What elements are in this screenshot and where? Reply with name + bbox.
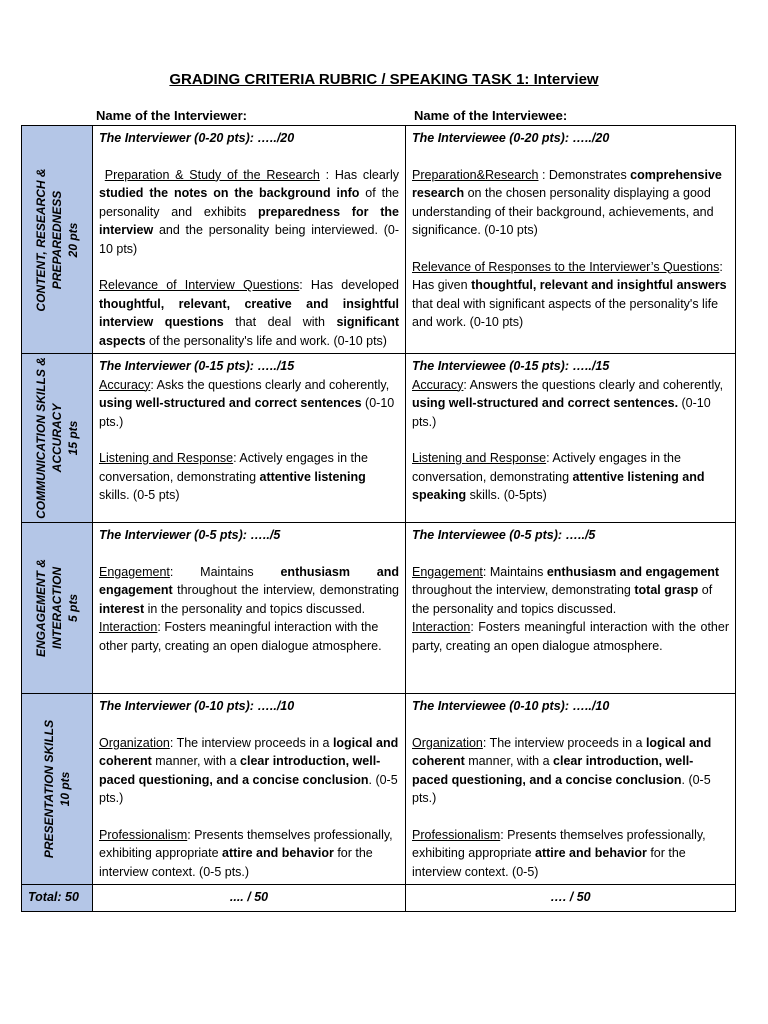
- rubric-table: [21, 125, 736, 912]
- page-title: GRADING CRITERIA RUBRIC / SPEAKING TASK 1: Interview: [169, 71, 599, 88]
- criterion-accuracy: Accuracy: Asks the questions clearly and coherently, using well-structured and correct sentences (0-10 pts.): [99, 377, 395, 429]
- interviewee-cell: [406, 126, 736, 354]
- category-content-research: CONTENT, RESEARCH & PREPAREDNESS 20 pts: [22, 126, 93, 354]
- interviewer-cell: [93, 126, 406, 354]
- rubric-row-content: [22, 126, 736, 354]
- criterion-preparation: Preparation & Study of the Research : Has clearly studied the notes on the background info of the personality and exhibits preparedness for the interview and the personality being interviewed. (0-10 pts): [99, 167, 400, 256]
- criterion-listening: Listening and Response: Actively engages in the conversation, demonstrating attentive listening and speaking skills. (0-5pts): [412, 451, 705, 502]
- total-label: Total: 50: [22, 885, 93, 912]
- interviewee-total: …. / 50: [406, 885, 736, 912]
- category-presentation: PRESENTATION SKILLS 10 pts: [22, 694, 93, 885]
- interviewer-cell: [93, 523, 406, 694]
- interviewee-cell: [406, 523, 736, 694]
- interviewer-score-header: The Interviewer (0-10 pts): …../10: [99, 699, 295, 713]
- rubric-row-presentation: [22, 694, 736, 885]
- criterion-professionalism: Professionalism: Presents themselves professionally, exhibiting appropriate attire and behavior for the interview context. (0-5 pts.): [99, 827, 393, 879]
- interviewee-score-header: The Interviewee (0-20 pts): …../20: [412, 131, 610, 145]
- interviewee-name-label: Name of the Interviewee:: [414, 108, 568, 123]
- criterion-preparation: Preparation&Research : Demonstrates comprehensive research on the chosen personality displaying a good understanding of their background, achievements, and significance. (0-10 pts): [412, 167, 722, 237]
- interviewer-cell: [93, 354, 406, 523]
- criterion-organization: Organization: The interview proceeds in a logical and coherent manner, with a clear introduction, well-paced questioning, and a concise conclusion. (0-5 pts.): [412, 735, 712, 805]
- interviewee-score-header: The Interviewee (0-10 pts): …../10: [412, 699, 610, 713]
- criterion-professionalism: Professionalism: Presents themselves professionally, exhibiting appropriate attire and behavior for the interview context. (0-5): [412, 827, 706, 879]
- criterion-listening: Listening and Response: Actively engages in the conversation, demonstrating attentive listening skills. (0-5 pts): [99, 451, 368, 502]
- criterion-accuracy: Accuracy: Answers the questions clearly and coherently, using well-structured and correct sentences. (0-10 pts.): [412, 377, 724, 429]
- interviewer-score-header: The Interviewer (0-20 pts): …../20: [99, 131, 295, 145]
- rubric-row-engagement: [22, 523, 736, 694]
- criterion-engagement: Engagement: Maintains enthusiasm and engagement throughout the interview, demonstrating total grasp of the personality and topics discussed.: [412, 564, 720, 616]
- interviewer-score-header: The Interviewer (0-15 pts): …../15: [99, 359, 295, 373]
- interviewer-name-label: Name of the Interviewer:: [96, 108, 247, 123]
- interviewee-cell: [406, 354, 736, 523]
- criterion-organization: Organization: The interview proceeds in a logical and coherent manner, with a clear introduction, well-paced questioning, and a concise conclusion. (0-5 pts.): [99, 735, 399, 805]
- interviewer-total: .... / 50: [93, 885, 406, 912]
- rubric-row-total: [22, 885, 736, 912]
- interviewee-score-header: The Interviewee (0-15 pts): …../15: [412, 359, 610, 373]
- criterion-engagement: Engagement: Maintains enthusiasm and engagement throughout the interview, demonstrating interest in the personality and topics discussed.: [99, 564, 399, 616]
- category-communication: COMMUNICATION SKILLS & ACCURACY 15 pts: [22, 354, 93, 523]
- criterion-relevance: Relevance of Interview Questions: Has developed thoughtful, relevant, creative and insightful interview questions that deal with significant aspects of the personality's life and work. (0-10 pts): [99, 278, 399, 348]
- interviewee-score-header: The Interviewee (0-5 pts): …../5: [412, 528, 596, 542]
- category-engagement: ENGAGEMENT & INTERACTION 5 pts: [22, 523, 93, 694]
- rubric-row-communication: [22, 354, 736, 523]
- criterion-interaction: Interaction: Fosters meaningful interaction with the other party, creating an open dialogue atmosphere.: [412, 620, 729, 653]
- interviewee-cell: [406, 694, 736, 885]
- criterion-interaction: Interaction: Fosters meaningful interaction with the other party, creating an open dialogue atmosphere.: [99, 620, 382, 653]
- interviewer-score-header: The Interviewer (0-5 pts): …../5: [99, 528, 281, 542]
- criterion-relevance: Relevance of Responses to the Interviewer’s Questions: Has given thoughtful, relevant and insightful answers that deal with significant aspects of the personality's life and work. (0-10 pts): [412, 259, 727, 329]
- interviewer-cell: [93, 694, 406, 885]
